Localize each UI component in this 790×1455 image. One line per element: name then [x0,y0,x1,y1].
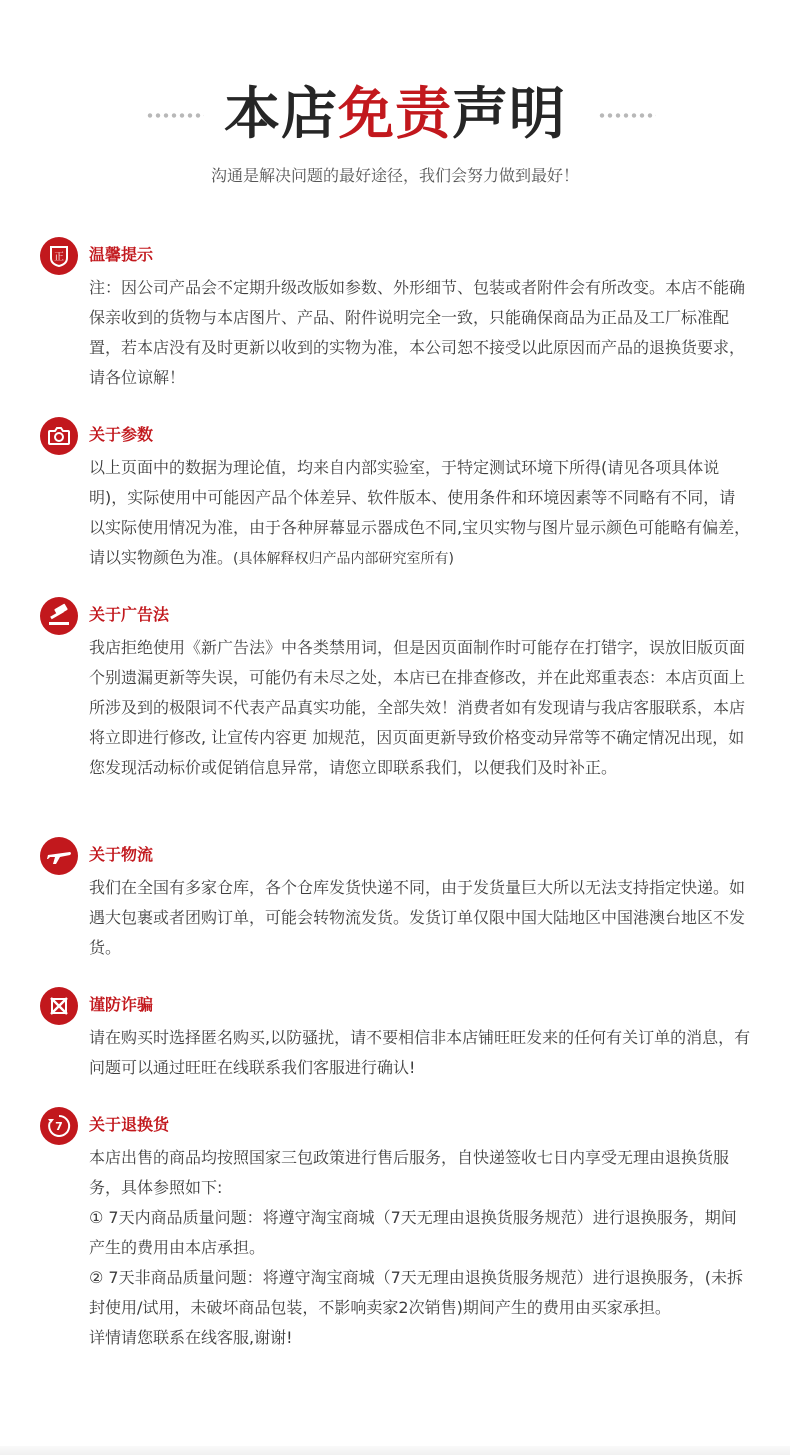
svg-text:7: 7 [55,1120,63,1133]
section-paragraph-text: 以上页面中的数据为理论值，均来自内部实验室，于特定测试环境下所得(请见各项具体说明)，实际使用中可能因产品个体差异、软件版本、使用条件和环境因素等不同略有不同，请以实际使用情况为准，由于各种屏幕显示器成色不同,宝贝实物与图片显示颜色可能略有偏差，请以实物颜色为准。 [89,458,751,567]
section-body [89,633,751,783]
no-fraud-icon [40,987,78,1025]
airplane-icon [40,837,78,875]
section-paragraph: 我们在全国有多家仓库，各个仓库发货快递不同，由于发货量巨大所以无法支持指定快递。如遇大包裹或者团购订单，可能会转物流发货。发货订单仅限中国大陆地区中国港澳台地区不发货。 [89,878,746,957]
section-paragraph: ① 7天内商品质量问题：将遵守淘宝商城（7天无理由退换货服务规范）进行退换服务，期间产生的费用由本店承担。 [89,1208,737,1257]
section-paragraph: 请在购买时选择匿名购买,以防骚扰，请不要相信非本店铺旺旺发来的任何有关订单的消息，有问题可以通过旺旺在线联系我们客服进行确认! [89,1028,751,1077]
section-title: 温馨提示 [89,245,154,264]
section-paragraph: ② 7天非商品质量问题：将遵守淘宝商城（7天无理由退换货服务规范）进行退换服务，(未拆封使用/试用，未破坏商品包装，不影响卖家2次销售)期间产生的费用由买家承担。 [89,1268,744,1317]
section-title: 关于参数 [89,425,154,444]
decorative-dots-right [598,113,656,118]
title-part-2: 声明 [452,82,566,147]
section-paragraph: 本店出售的商品均按照国家三包政策进行售后服务，自快递签收七日内享受无理由退换货服务，具体参照如下: [89,1148,730,1197]
section-paragraph: 注：因公司产品会不定期升级改版如参数、外形细节、包装或者附件会有所改变。本店不能确保亲收到的货物与本店图片、产品、附件说明完全一致，只能确保商品为正品及工厂标准配置，若本店没有及时更新以收到的实物为准，本公司恕不接受以此原因而产品的退换货要求，请各位谅解！ [89,278,746,387]
section-paragraph: 我店拒绝使用《新广告法》中各类禁用词，但是因页面制作时可能存在打错字，误放旧版页面个别遗漏更新等失误，可能仍有未尽之处，本店已在排查修改，并在此郑重表态：本店页面上所涉及到的极限词不代表产品真实功能，全部失效！消费者如有发现请与我店客服联系，本店将立即进行修改, 让宣传内容更 加规范，因页面更新导致价格变动异常等不确定情况出现，如您发现活动标价或促销信息异常，请您立即联系我们，以便我们及时补正。 [89,638,746,777]
svg-text:正: 正 [54,252,64,263]
section-body [89,873,751,963]
section-paragraph [89,453,751,574]
section-note: (具体解释权归产品内部研究室所有) [233,551,454,567]
title-part-1: 本店 [224,82,338,147]
section-body [89,1023,751,1083]
page-title [0,80,790,150]
section-title: 关于物流 [89,845,154,864]
title-highlight: 免责 [338,82,452,147]
camera-icon [40,417,78,455]
section-title: 关于广告法 [89,605,170,624]
footer-divider [0,1446,790,1455]
section-title: 关于退换货 [89,1115,170,1134]
page-header [0,80,790,160]
section-body [89,453,751,574]
page-subtitle: 沟通是解决问题的最好途径，我们会努力做到最好！ [210,166,579,185]
certificate-shield-icon [40,237,78,275]
section-body [89,273,751,393]
section-title: 谨防诈骗 [89,995,154,1014]
section-paragraph: 详情请您联系在线客服,谢谢! [89,1328,293,1347]
section-body [89,1143,751,1353]
seven-day-return-icon [40,1107,78,1145]
gavel-icon [40,597,78,635]
